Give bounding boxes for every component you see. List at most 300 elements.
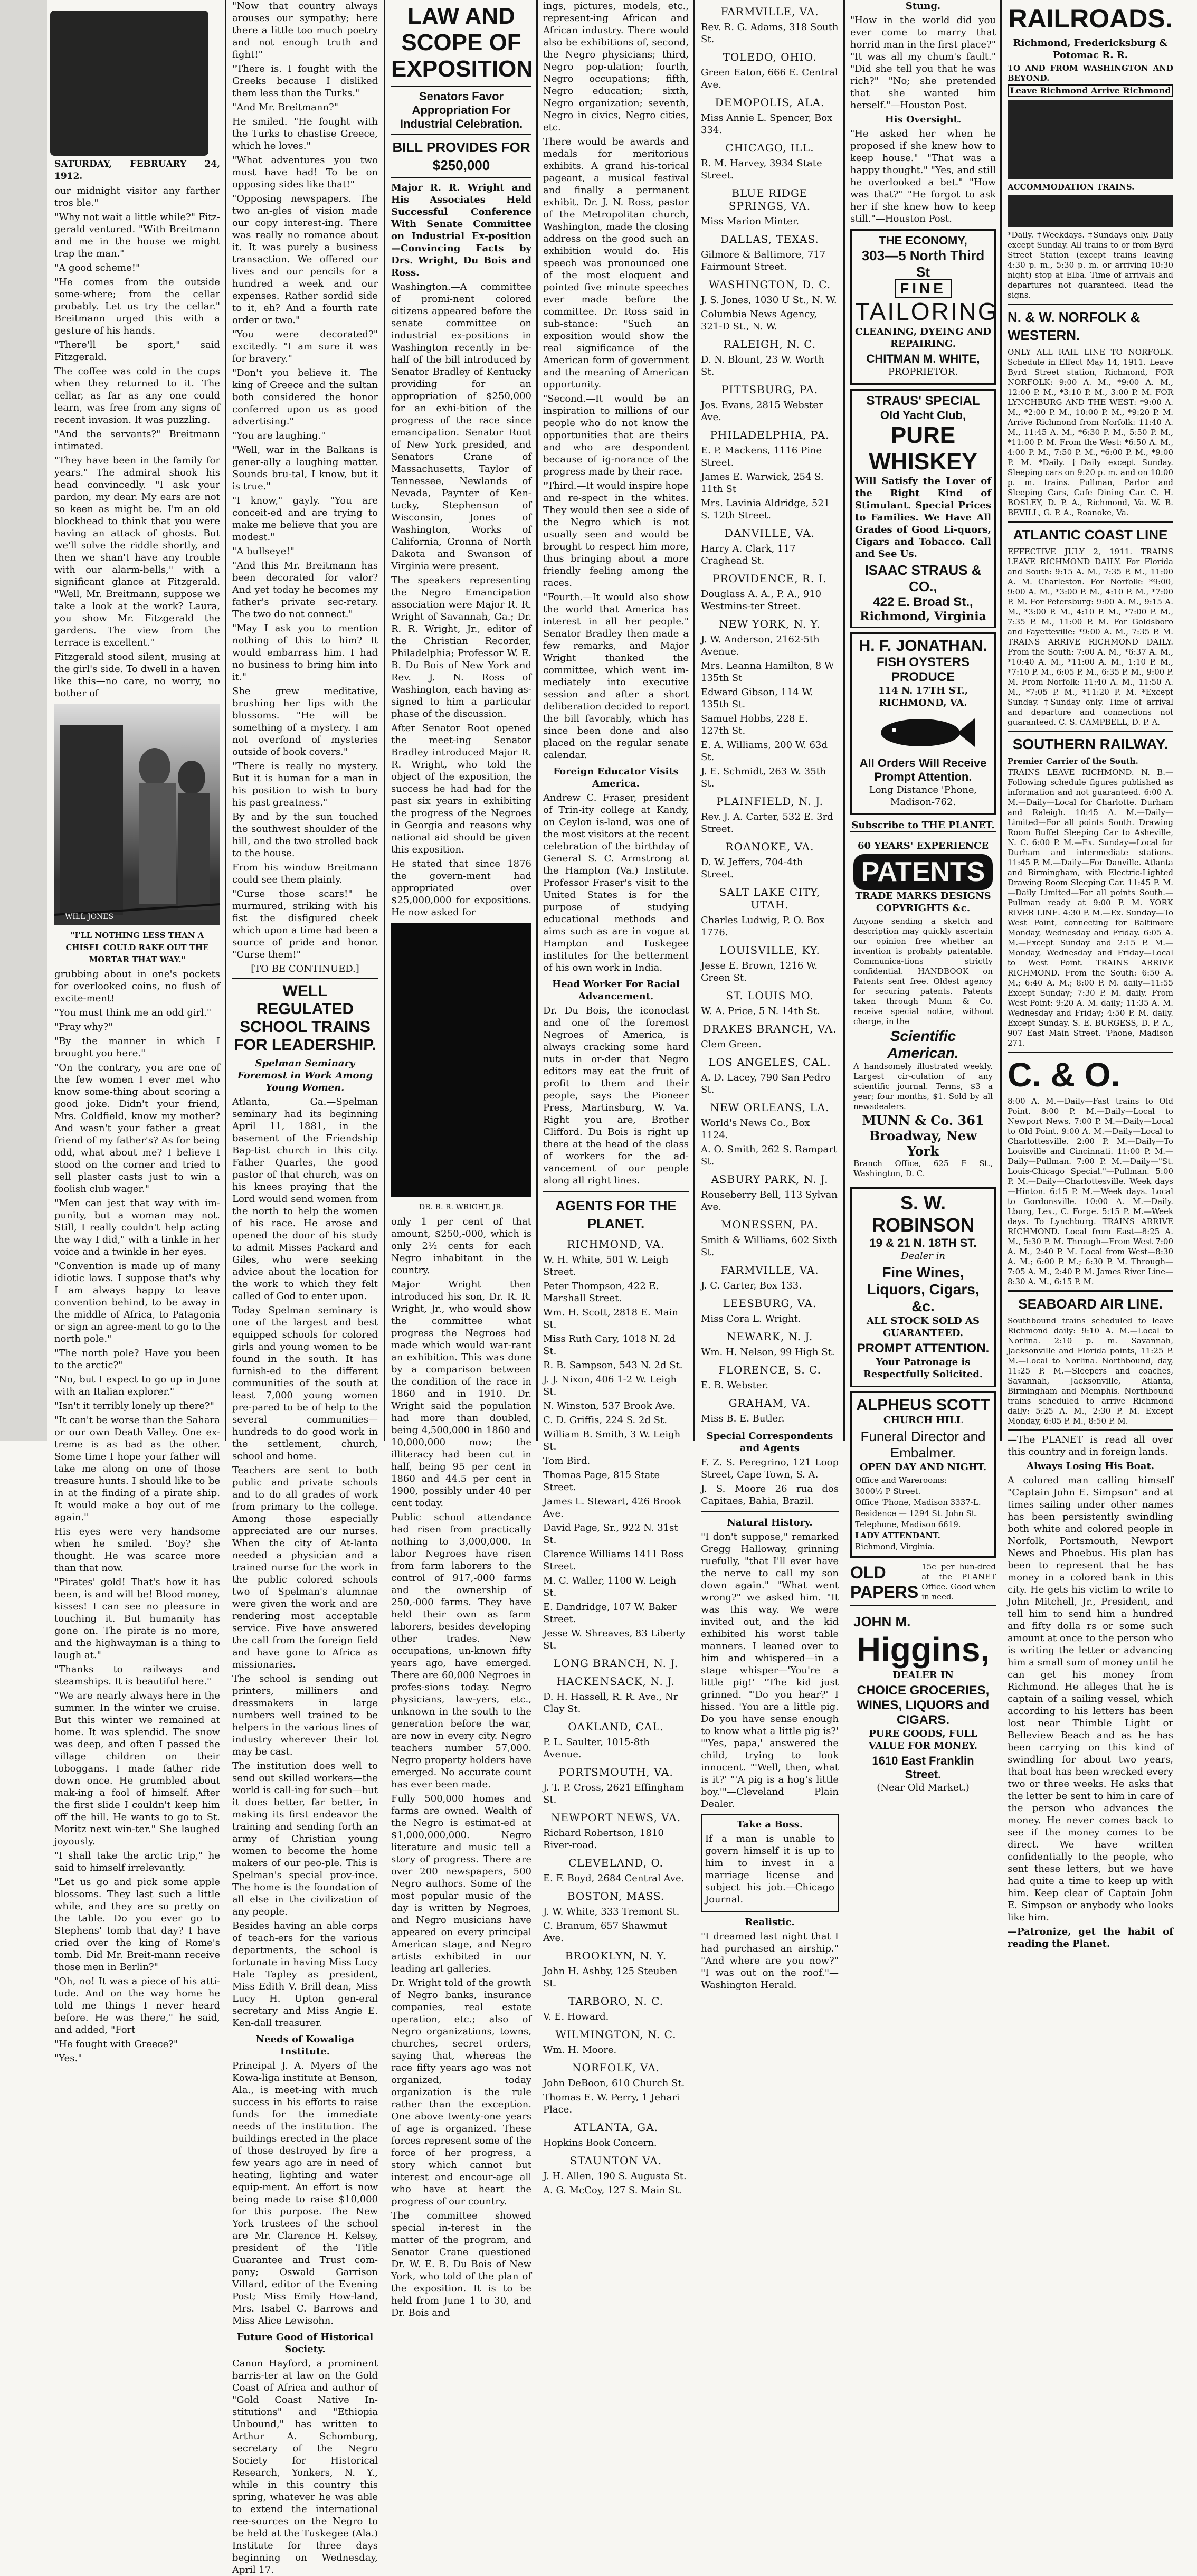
ad-straus — [850, 389, 996, 628]
agent-entry: Jesse W. Shreaves, 83 Liberty St. — [543, 1628, 686, 1651]
paragraph: "I shall take the arctic trip," he said to himself irrelevantly. — [54, 1850, 220, 1873]
special-correspondents — [701, 1456, 839, 1507]
ad-scott — [850, 1391, 996, 1558]
robinson-patronage: Your Patronage is Respectfully Solicited. — [863, 1357, 983, 1380]
paragraph: "What adventures you two must have had! To be on opposing sides like that!" — [232, 155, 378, 190]
paragraph: The school is sending out printers, milliners and dressmakers in large numbers well trained to be helpers in the various lines of industry wherever their lot may be cast. — [232, 1673, 378, 1757]
paragraph: J. S. Moore 26 rua dos Capitaes, Bahia, Brazil. — [701, 1483, 839, 1507]
agent-entry: E. A. Williams, 200 W. 63d St. — [701, 740, 828, 763]
paragraph: He smiled. "He fought with the Turks to chastise Greece, which he loves." — [232, 116, 378, 151]
agent-entry: John H. Ashby, 125 Steuben St. — [543, 1966, 678, 1989]
rr-timetable — [1008, 100, 1173, 179]
sr-schedule: TRAINS LEAVE RICHMOND. N. B.—Following schedule figures published as information and not guaranteed. 6:00 A. M.—Daily—Local for Charlotte. Durham and Raleigh. 10:45 A. M.—Daily—Limited—For all points South. Drawing Room Buffet Sleeping Car to Asheville, N. C. 6:00 P. M.—Ex. Sunday—Local for Durham and intermediate stations. 11:45 P. M.—Daily—For Danville. Atlanta and Birmingham, with Electric-Lighted Drawing Room Sleeping Car. 11:45 P. M.—Daily Limited—For all points South.—Pullman ready at 9:00 P. M. YORK RIVER LINE. 4:30 P. M.—Ex. Sunday—To West Point, connecting for Baltimore Monday, Wednesday and Friday. 6:05 A. M.—Except Sunday and 2:15 P. M.—Monday, Wednesday and Friday—Local to West Point. TRAINS ARRIVE RICHMOND. From the South: 6:50 A. M.; 6:40 A. M.; 8:00 P. M. daily—11:55 Except Sunday; 7:30 P. M. daily. From West Point: 9:20 A. M. daily; 11:35 A. M. Wednesday and Friday; 4:50 P. M. daily. Except Sunday. S. E. BURGESS, D. P. A., 907 East Main Street. 'Phone, Madison 271. — [1008, 768, 1173, 1048]
agent-city: BLUE RIDGE SPRINGS, VA. — [728, 187, 811, 212]
article-exposition — [391, 281, 531, 918]
losing-title: Always Losing His Boat. — [1026, 1461, 1155, 1472]
oversight-text: "He asked her when he proposed if she knew how to keep house." "That was a happy thought." "Yes, and still he overlooked a bet." "How was that?" "He forgot to ask her if she knew how to keep still."—Houston Post. — [850, 128, 996, 224]
paragraph: "There is. I fought with the Greeks because I disliked them less than the Turks." — [232, 63, 378, 99]
jonathan-orders: All Orders Will Receive Prompt Attention. — [859, 756, 987, 783]
accommodation-timetable — [1008, 195, 1173, 227]
agent-entry: E. F. Boyd, 2684 Central Ave. — [543, 1873, 685, 1884]
paragraph: "It can't be worse than the Sahara or our own Death Valley. One ex-treme is as bad as the other. Some time I hope your father will take me along on one of those treasure hunts. I should like to be in at the finding of a pirate ship. It would make a boy out of me again." — [54, 1415, 220, 1523]
straus-address: 422 E. Broad St., — [873, 595, 973, 609]
agent-entry: J. J. Nixon, 406 1-2 W. Leigh St. — [543, 1374, 677, 1397]
agent-entry: Green Eaton, 666 E. Central Ave. — [701, 67, 838, 90]
story-conclusion — [232, 0, 378, 961]
paragraph: Teachers are sent to both public and private schools and to do all grades of work from primary to the college. Among those especially appreciated are our nurses. When the city of At-lanta needed a physician and a trained nurse for the work in the public colored schools two of Spelman's alumnae were given the work and are rendering most acceptable service. Five have answered the call from the foreign field and have gone to Africa as missionaries. — [232, 1465, 378, 1670]
illustration-figures — [54, 704, 220, 925]
economy-tailoring: TAILORING — [855, 298, 999, 325]
patents-scientific-american: Scientific American. — [887, 1028, 959, 1061]
issue-date: SATURDAY, FEBRUARY 24, 1912. — [54, 159, 220, 182]
agents-list-2 — [701, 5, 839, 1425]
patents-years: 60 YEARS' EXPERIENCE — [857, 840, 989, 851]
agent-entry: J. T. P. Cross, 2621 Effingham St. — [543, 1782, 684, 1805]
agent-entry: Miss Marion Minter. — [701, 216, 800, 227]
paragraph: His eyes were very handsome when he smiled. 'Boy? she thought. He was scarce more than that now. — [54, 1526, 220, 1574]
continued-note: [TO BE CONTINUED.] — [251, 963, 359, 974]
column-rule — [1000, 0, 1002, 1441]
agent-entry: N. Winston, 537 Brook Ave. — [543, 1400, 676, 1412]
scott-funeral: Funeral Director and Embalmer. — [860, 1428, 986, 1461]
agent-entry: D. W. Jeffers, 704-4th Street. — [701, 857, 803, 880]
sal-schedule: Southbound trains scheduled to leave Richmond daily: 9:10 A. M.—Local to Norlina. 2:10 p. m. Savannah, Jacksonville and Florida points, 11:25 P. M.—Local to Norlina. Northbound, day, 11:25 P. M.—Sleepers and coaches, Savannah, Jacksonville, Atlanta, Birmingham and Memphis. Northbound trains scheduled to arrive Richmond daily: 5:25 A. M., 2:30 P. M. Except Monday, 6:05 P. M., 8:50 P. M. — [1008, 1316, 1173, 1426]
patents-sa-text: A handsomely illustrated weekly. Largest cir-culation of any scientific journal. Terms, $3 a year; four months, $1. Sold by all newsdealers. — [853, 1062, 993, 1111]
headline-exposition: LAW AND SCOPE OF EXPOSITION — [391, 3, 533, 82]
agent-entry: V. E. Howard. — [543, 2011, 609, 2022]
patents-munn-address: 361 Broadway, New York — [869, 1113, 984, 1159]
article-exposition-2 — [391, 1216, 531, 2319]
agent-city: PHILADELPHIA, PA. — [710, 429, 830, 441]
paragraph: "There'll be sport," said Fitzgerald. — [54, 339, 220, 363]
paragraph: "Why not wait a little while?" Fitz-gerald ventured. "With Breitmann and me in the house we might trap the man." — [54, 212, 220, 259]
paragraph: "I know," gayly. "You are conceit-ed and are trying to make me believe that you are modest." — [232, 495, 378, 543]
agent-entry: Samuel Hobbs, 228 E. 127th St. — [701, 713, 809, 736]
paragraph: After Senator Root opened the meet-ing Senator Bradley introduced Major R. R. Wright, who told the object of the exposition, the success he had had for the past six years in exhibiting the progress of the Negroes in Georgia and reasons why national aid should be given this exposition. — [391, 723, 531, 855]
agent-entry: Thomas Page, 815 State Street. — [543, 1470, 660, 1493]
paragraph: "A bullseye!" — [232, 546, 294, 557]
patents-marks: TRADE MARKS DESIGNS COPYRIGHTS &c. — [855, 891, 991, 914]
agent-city: HACKENSACK, N. J. — [556, 1675, 676, 1688]
portrait-caption: DR. R. R. WRIGHT, JR. — [419, 1203, 504, 1211]
realistic-text: "I dreamed last night that I had purchased an airship." "And where are you now?" "I was out on the roof."—Washington Herald. — [701, 1931, 839, 1991]
agent-city: WILMINGTON, N. C. — [555, 2028, 677, 2041]
paragraph: our midnight visitor any farther tros ble." — [54, 185, 220, 209]
papers-note: 15c per hun-dred at the PLANET Office. Good when in need. — [922, 1562, 996, 1602]
paragraph: "And this Mr. Breitmann has been decorated for valor? And yet today he becomes my father's private sec-retary. The two do not connect." — [232, 560, 378, 620]
subscribe-note: Subscribe to THE PLANET. — [850, 819, 996, 832]
higgins-dealer: DEALER IN — [892, 1670, 954, 1681]
agent-entry: Jos. Evans, 2815 Webster Ave. — [701, 400, 823, 423]
agent-entry: Edward Gibson, 114 W. 135th St. — [701, 687, 813, 710]
higgins-address: 1610 East Franklin Street. — [872, 1754, 974, 1781]
paragraph: The committee showed special in-terest in the matter of the program, and Senator Crane questioned Dr. W. E. B. Du Bois of New York, who told of the plan of the exposition. It is to be held from June 1 to 30, and Dr. Bois and — [391, 2210, 531, 2318]
agent-entry: William B. Smith, 3 W. Leigh St. — [543, 1429, 681, 1452]
higgins-name: Higgins, — [856, 1631, 990, 1669]
robinson-stock: ALL STOCK SOLD AS GUARANTEED. — [866, 1315, 980, 1339]
agent-city: NORFOLK, VA. — [572, 2061, 660, 2074]
agent-city: ASBURY PARK, N. J. — [711, 1173, 829, 1186]
agent-entry: J. W. White, 333 Tremont St. — [543, 1906, 680, 1917]
agent-entry: Jesse E. Brown, 1216 W. Green St. — [701, 960, 818, 983]
acl-title: ATLANTIC COAST LINE — [1013, 527, 1168, 543]
agent-entry: J. H. Allen, 190 S. Augusta St. — [543, 2171, 687, 2182]
column-4 — [539, 0, 693, 2196]
paragraph: Washington.—A committee of promi-nent colored citizens appeared before the senate committee on industrial ex-positions in Washington recently in be-half of the bill introduced by Senator Bradley of Kentucky providing for an appropriation of $250,000 for an exhi-bition of the progress of the race since emancipation. Senator Root of New York presided, and Senators Crane of Massachusetts, Taylor of Tennessee, Newlands of Nevada, Paynter of Ken-tucky, Stephenson of Wisconsin, Jones of Washington, Works of California, Gronna of North Dakota and Swanson of Virginia were present. — [391, 281, 531, 572]
accommodation-title: ACCOMMODATION TRAINS. — [1008, 182, 1135, 192]
paragraph: Principal J. A. Myers of the Kowa-liga institute at Benson, Ala., is meet-ing with much success in his efforts to raise funds for the immediate needs of the institution. The buildings erected in the place of those destroyed by fire a few years ago are in need of heating, lighting and water equip-ment. An effort is now being made to raise $10,000 for this purpose. The New York trustees of the school are Mr. Clarence H. Kelsey, president of the Title Guarantee and Trust com-pany; Oswald Garrison Villard, editor of the Evening Post; Miss Emily How-land, Mrs. Isabel C. Barrows and Miss Alice Lewisohn. — [232, 2060, 378, 2326]
agent-entry: World's News Co., Box 1124. — [701, 1117, 810, 1141]
subhead-kowaliga: Needs of Kowaliga Institute. — [255, 2034, 355, 2057]
agent-city: LOS ANGELES, CAL. — [708, 1056, 831, 1068]
agent-entry: Harry A. Clark, 117 Craghead St. — [701, 543, 796, 566]
scott-city: Richmond, Virginia. — [855, 1542, 935, 1551]
fish-icon — [870, 714, 976, 751]
agent-city: MONESSEN, PA. — [721, 1218, 819, 1231]
agent-entry: Charles Ludwig, P. O. Box 1776. — [701, 915, 825, 938]
ink-blot — [50, 11, 208, 156]
robinson-name: S. W. ROBINSON — [871, 1192, 974, 1236]
scott-office: Office and Warerooms: — [855, 1475, 947, 1485]
economy-proprietor-name: CHITMAN M. WHITE, — [866, 352, 980, 365]
illustrator-signature: WILL JONES — [65, 913, 114, 921]
paragraph: "Pirates' gold! That's how it has been, is and will be! Blood money, kisses! I can see no pleasure in touching it. But humanity has gone on. The pirate is no more, and the highwayman is a thing to laugh at." — [54, 1577, 220, 1661]
economy-title: THE ECONOMY, — [879, 234, 967, 247]
higgins-first-name: JOHN M. — [853, 1614, 911, 1630]
paragraph: "Fourth.—It would also show the world that America has interest in all her people." Senator Bradley then made a few remarks, and Major Wright thanked the committee, which went im-mediately into executive session and after a short deliberation decided to report the bill favorably, which has since been done and also placed on the regular senate calendar. — [543, 592, 689, 761]
paragraph: The institution does well to send out skilled workers—the world is call-ing for such—but it does better, far better, in making its first endeavor the training and sending forth an army of Christian young women to become the home makers of our peo-ple. This is Spelman's special prov-ince. The home is the foundation of all else in the civilization of any people. — [232, 1760, 378, 1917]
rr-leave-head: Leave Richmond — [1010, 86, 1088, 96]
agent-entry: W. H. White, 501 W. Leigh Street. — [543, 1254, 669, 1277]
patents-munn: MUNN & Co. — [862, 1113, 954, 1128]
paragraph: Atlanta, Ga.—Spelman seminary had its beginning April 11, 1881, in the basement of the Friendship Bap-tist church in this city. Father Quarles, the good pastor of that church, was on his knees praying that the Lord would send women from the north to help the women of his race. He arose and opened the door of his study to admit Misses Packard and Giles, who were seeking advice about the location for the work to which they felt called of God to enter upon. — [232, 1096, 378, 1302]
subhead-spelman: Spelman Seminary Foremost in Work Among Young Women. — [237, 1058, 373, 1093]
agent-entry: Thomas E. W. Perry, 1 Jehari Place. — [543, 2092, 680, 2115]
straus-text: Will Satisfy the Lover of the Right Kind of Stimulant. Special Prices to Families. We Have All Grades of Good Li-quors, Cigars and Tobacco. Call and See Us. — [855, 476, 991, 560]
column-rule — [536, 0, 538, 1441]
realistic-title: Realistic. — [745, 1917, 795, 1928]
paragraph: "Curse those scars!" he murmured, striking with his fist the disfigured cheek which upon a time had been a source of pride and honor. "Curse them!" — [232, 888, 378, 960]
paragraph: "By the manner in which I brought you here." — [54, 1036, 220, 1059]
column-7 — [1003, 0, 1177, 1949]
column-3 — [387, 0, 536, 2318]
paragraph: "May I ask you to mention nothing of this to him? It would embarrass him. I had no business to bring him into it." — [232, 623, 378, 683]
losing-text: A colored man calling himself "Captain John E. Simpson" and at times sailing under other names has been persistently swindling both white and colored people in Norfolk, Portsmouth, Newport News and Phoebus. His plan has been to represent that he has money in a colored bank in this city. He gets his victim to write to John Mitchell, Jr., President, and tell him to send him a hundred and fifty dolla rs or some such amount at once to the person who is writing the letter or advancing him a small sum of money until he can get his money from Richmond. He alleges that he is captain of a sailing vessel, which according to his letters has been lost near Thimble Light or Belleview Beach and as he has been carrying on this kind of swindling for about two years, that boat has been wrecked every two or three weeks. He asks that the letter be sent to him in care of the person who advances the money. He never comes back to see if the money comes to be direct. We have written confidentially to the people, who sent these letters, but we have had quite a time to keep up with him. Keep clear of Captain John E. Simpson or anybody who looks like him. — [1008, 1475, 1173, 1923]
jonathan-sub: FISH OYSTERS PRODUCE — [876, 655, 970, 684]
agent-city: PORTSMOUTH, VA. — [558, 1766, 673, 1778]
agent-entry: Tom Bird. — [543, 1455, 591, 1466]
agent-city: OAKLAND, CAL. — [568, 1720, 664, 1733]
paragraph: "And the servants?" Breitmann intimated. — [54, 429, 220, 452]
column-5 — [697, 0, 843, 1991]
rr-arrive-head: Arrive Richmond — [1090, 86, 1171, 96]
straus-title: STRAUS' SPECIAL — [866, 394, 980, 408]
sr-sub: Premier Carrier of the South. — [1008, 756, 1138, 766]
agent-entry: C. Branum, 657 Shawmut Ave. — [543, 1920, 667, 1944]
oversight-title: His Oversight. — [885, 114, 962, 125]
story-illustration — [54, 704, 220, 925]
agent-entry: E. B. Webster. — [701, 1380, 768, 1391]
paragraph: By and by the sun touched the southwest shoulder of the hill, and the two strolled back to the house. — [232, 811, 378, 859]
agent-entry: Mrs. Lavinia Aldridge, 521 S. 12th Street. — [701, 498, 830, 521]
agent-entry: Miss B. E. Butler. — [701, 1413, 785, 1424]
article-exposition-3 — [543, 0, 689, 761]
column-6 — [846, 0, 1000, 1793]
agent-city: TARBORO, N. C. — [568, 1995, 664, 2007]
robinson-dealer: Dealer in — [901, 1251, 945, 1262]
economy-proprietor-role: PROPRIETOR. — [888, 366, 958, 377]
agent-entry: Wm. H. Nelson, 99 High St. — [701, 1347, 835, 1358]
column-1 — [50, 158, 224, 2064]
rf-p-title: Richmond, Fredericksburg & Potomac R. R. — [1013, 37, 1168, 61]
paragraph: "Let us go and pick some apple blossoms. They last such a little while, and they are so pretty on the table. Do you ever go to Stephens' tomb that day? I have cried over the king of Rome's tomb. Did Mr. Breit-mann receive those men in Berlin?" — [54, 1877, 220, 1973]
paragraph: "Third.—It would inspire hope and re-spect in the whites. They would then see a side of the Negro which is not usually seen and would be brought to respect him more, thus bringing about a more friendly feeling among the races. — [543, 480, 689, 589]
agent-entry: Richard Robertson, 1810 River-road. — [543, 1827, 664, 1851]
agent-entry: M. C. Waller, 1100 W. Leigh St. — [543, 1575, 677, 1598]
article-head-worker: Dr. Du Bois, the iconoclast and one of the foremost Negroes of America, is always cracking some hard nuts in or-der that Negro editors may eat the fruit of profit to them and their people, says the Pioneer Press, Martinsburg, W. Va. Right you are, Brother Clifford. Du Bois is right up there at the head of the class of workers for the ad-vancement of our people along all right lines. — [543, 1005, 689, 1186]
rf-p-sub: TO AND FROM WASHINGTON AND BEYOND. — [1008, 63, 1173, 83]
paragraph: "You must think me an odd girl." — [54, 1007, 212, 1018]
agent-city: FLORENCE, S. C. — [718, 1363, 821, 1376]
agent-city: DANVILLE, VA. — [724, 527, 815, 539]
agent-entry: A. O. Smith, 262 S. Rampart St. — [701, 1144, 838, 1167]
economy-address: 303—5 North Third St — [861, 248, 985, 280]
paragraph: There would be awards and medals for meritorious exhibits. A grand his-torical pageant, a musical festival and finally a permanent exhibit. Dr. J. N. Ross, pastor of the Metropolitan church, Washington, made the closing address on the good such an exhibition would do. His speech was pronounced one of the most eloquent and pointed five minute speeches ever made before the committee. Dr. Ross said in sub-stance: "Such an exposition would show the real significance of the American form of government and the meaning of American opportunity. — [543, 136, 689, 390]
agent-city: PITTSBURG, PA. — [721, 383, 819, 396]
sr-title: SOUTHERN RAILWAY. — [1012, 736, 1168, 752]
agent-entry: R. M. Harvey, 3934 State Street. — [701, 158, 822, 181]
agent-city: FARMVILLE, VA. — [720, 1264, 819, 1276]
patents-text: Anyone sending a sketch and description may quickly ascertain our opinion free whether an invention is probably patentable. Communica-tions strictly confidential. HANDBOOK on Patents sent free. Oldest agency for securing patents. Patents taken through Munn & Co. receive special notice, without charge, in the — [853, 916, 993, 1026]
agent-entry: Douglass A. A., P. A., 910 Westmins-ter Street. — [701, 589, 822, 612]
agent-city: SALT LAKE CITY, UTAH. — [719, 886, 821, 911]
boss-box — [701, 1814, 839, 1912]
article-kowaliga — [232, 2060, 378, 2327]
paragraph: only 1 per cent of that amount, $250,-000, which is only 2½ cents for each Negro inhabitant in the country. — [391, 1216, 531, 1276]
stung-title: Stung. — [905, 1, 941, 12]
jonathan-title: H. F. JONATHAN. — [859, 637, 987, 655]
paragraph: "Oh, no! It was a piece of his atti-tude. And on the way home he told me things I never heard before. He was there," he said, and added, "Fort — [54, 1976, 220, 2035]
history-title: Natural History. — [727, 1517, 813, 1528]
boss-text: If a man is unable to govern himself it is up to him to invest in a marriage license and subject his job.—Chicago Journal. — [705, 1833, 834, 1905]
agent-entry: Hopkins Book Concern. — [543, 2137, 657, 2148]
paragraph: "Thanks to railways and steamships. It is beautiful here." — [54, 1664, 220, 1687]
agent-city: LEESBURG, VA. — [723, 1297, 817, 1310]
paragraph: ings, pictures, models, etc., represent-ing African and African industry. There would also be exhibitions of, second, the Negro physicians; third, Negro pop-ulation; fourth, Negro occupations; fifth, Negro education; sixth, Negro organization; seventh, Negro in civics, Negro cities, etc. — [543, 1, 689, 133]
boss-title: Take a Boss. — [736, 1819, 803, 1830]
paragraph: She grew meditative, brushing her lips with the blossoms. "He will be something of a mystery. I am not overfond of mysteries outside of book covers." — [232, 686, 378, 757]
agent-entry: J. W. Anderson, 2162-5th Avenue. — [701, 634, 820, 657]
paragraph: "On the contrary, you are one of the few women I ever met who know some-thing about scoring a good joke. Didn't your friend, Mrs. Coldfield, know my mother? And wasn't your father a great friend of my father's? As for being odd, what about me? I believe I stood on the corner and tried to sell plaster casts just to win a foolish club wager." — [54, 1062, 220, 1195]
agent-city: NEW YORK, N. Y. — [719, 618, 821, 630]
paragraph: "They have been in the family for years." The admiral shook his head convincedly. "I ask your pardon, my dear. My ears are not so keen as might be. I'm an old blockhead to think that you were having an attack of ghosts. But we'll solve the riddle shortly, and then we shan't have any trouble with our alarm-bells," with a significant glance at Fitzgerald. "Well, Mr. Breitmann, suppose we take a look at the work? Laura, you show Mr. Fitzgerald the gardens. The view from the terrace is excellent." — [54, 455, 220, 648]
agent-city: TOLEDO, OHIO. — [723, 51, 817, 63]
paragraph: The coffee was cold in the cups when they returned to it. The cellar, as far as any one could learn, was free from any signs of recent invasion. It was puzzling. — [54, 366, 220, 425]
agent-city: RICHMOND, VA. — [567, 1238, 665, 1251]
agent-city: DEMOPOLIS, ALA. — [715, 96, 825, 109]
agent-city: FARMVILLE, VA. — [720, 5, 819, 18]
subhead-bill: BILL PROVIDES FOR $250,000 — [392, 139, 530, 173]
economy-fine: FINE — [896, 280, 951, 297]
paragraph: "Men can jest that way with im-punity, but a woman may not. Still, I really couldn't help acting the way I did," with a tinkle in her voice and a twinkle in her eyes. — [54, 1198, 220, 1257]
rr-note: *Daily. †Weekdays. ‡Sundays only. Daily except Sunday. All trains to or from Byrd Street Station (except trains leaving 4:30 p. m., 5:30 p. m. or arriving 10:30 night) stop at Elba. Time of arrivals and departures not guaranteed. Read the signs. — [1008, 230, 1173, 300]
paragraph: "The north pole? Have you been to the arctic?" — [54, 1348, 220, 1371]
agent-entry: Miss Cora L. Wright. — [701, 1313, 801, 1324]
agent-city: NEWPORT NEWS, VA. — [550, 1811, 681, 1824]
stung-text: "How in the world did you ever come to marry that horrid man in the first place?" "It was all my chum's fault." "Did she tell you that he was rich?" "No; she pretended that she wanted him herself."—Houston Post. — [850, 15, 996, 111]
page-edge-shadow — [0, 0, 48, 1441]
agent-city: DRAKES BRANCH, VA. — [702, 1022, 837, 1035]
higgins-pure: PURE GOODS, FULL VALUE FOR MONEY. — [868, 1728, 978, 1751]
subhead-senators: Senators Favor Appropriation For Industrial Celebration. — [400, 90, 523, 130]
paragraph: Fitzgerald stood silent, musing at the girl's side. To dwell in a haven like this—no care, no worry, no bother of — [54, 651, 220, 699]
deck-wright: Major R. R. Wright and His Associates Held Successful Conference With Senate Committee on Industrial Ex-position—Convincing Facts by Drs. Wright, Du Bois and Ross. — [391, 182, 531, 278]
paragraph: "Yes." — [54, 2053, 82, 2064]
column-2 — [228, 0, 382, 2575]
higgins-phone: (Near Old Market.) — [877, 1782, 970, 1793]
acl-schedule: EFFECTIVE JULY 2, 1911. TRAINS LEAVE RICHMOND DAILY. For Florida and South: 9:15 A. M., 7:35 P. M., 11:00 A. M. Charleston. For Norfolk: *9:00, 9:00 A. M., *3:00 P. M., 4:10 P. M., *7:00 P. M. For Petersburg: 9:00 A. M., 9:15 A. M., *3:00 P. M., 4:10 P. M., *7:00 P. M., 7:35 P. M., 11:00 P. M. For Goldsboro and Fayetteville: *9:00 A. M., 7:35 P. M. TRAINS ARRIVE RICHMOND DAILY. From the South: 7:00 A. M., *6:37 A. M., *10:40 A. M., *11:00 A. M., 1:10 P. M., *7:10 P. M., 6:05 P. M., 6:35 P. M., 9:00 P. M. From Norfolk: 11:40 A. M., 11:50 A. M., *7:05 P. M., *11:20 P. M. *Except Sunday. †Sunday only. Time of arrival and departure and connections not guaranteed. C. S. CAMPBELL, D. P. A. — [1008, 547, 1173, 727]
paragraph: "Well, war in the Balkans is gener-ally a laughing matter. Sounds bru-tal, I know, but it is true." — [232, 444, 378, 492]
agent-entry: James E. Warwick, 254 S. 11th St — [701, 471, 824, 495]
paragraph: "Pray why?" — [54, 1021, 113, 1033]
agent-city: ROANOKE, VA. — [725, 840, 814, 853]
agent-city: DALLAS, TEXAS. — [720, 233, 819, 245]
paragraph: Besides having an able corps of teach-ers for the various departments, the school is fortunate in having Miss Lucy Hale Tapley as president, Miss Edith V. Brill dean, Miss Lucy H. Upton gen-eral secretary and Miss Angie E. Ken-dall treasurer. — [232, 1920, 378, 2029]
paragraph: "A good scheme!" — [54, 262, 140, 273]
agent-city: BROOKLYN, N. Y. — [565, 1949, 667, 1962]
agent-entry: Columbia News Agency, 321-D St., N. W. — [701, 309, 817, 332]
paragraph: "Opposing newspapers. The two an-gles of vision made our copy interest-ing. There was really no romance about it. It was purely a business transaction. We offered our lives and our pencils for a hundred a week and our expenses. Rather sordid side to it, eh? And a fourth rate order or two." — [232, 193, 378, 326]
paragraph: Canon Hayford, a prominent barris-ter at law on the Gold Coast of Africa and author of "Gold Coast Native In-stitutions" and "Ethiopia Unbound," has written to Arthur A. Schomburg, secretary of the Negro Society for Historical Research, Yonkers, N. Y., while in this country this spring, whatever he was able to extend the international ree-sources on the Negro to be held at the Tuskegee (Ala.) Institute for three days beginning on Wednesday, April 17. — [232, 2358, 378, 2575]
agent-city: WASHINGTON, D. C. — [708, 278, 831, 291]
agent-entry: W. A. Price, 5 N. 14th St. — [701, 1006, 820, 1017]
special-correspondents-title: Special Correspondents and Agents — [706, 1431, 833, 1454]
article-historical — [232, 2357, 378, 2576]
portrait-wright — [391, 923, 531, 1197]
patents-title: PATENTS — [853, 854, 993, 890]
agent-city: NEW ORLEANS, LA. — [710, 1101, 830, 1114]
bottom-note: —Patronize, get the habit of reading the Planet. — [1008, 1926, 1173, 1949]
agent-entry: Mrs. Leanna Hamilton, 8 W 135th St — [701, 660, 834, 684]
paragraph: The speakers representing the Negro Emancipation association were Major R. R. Wright of Savannah, Ga.; Dr. R. R. Wright, Jr., editor of the Christian Recorder, Philadelphia; Professor W. E. B. Du Bois of New York and Rev. J. N. Ross of Washington, each having as-signed to him a particular phase of the discussion. — [391, 575, 531, 719]
subhead-educator: Foreign Educator Visits America. — [553, 766, 679, 789]
paragraph: "He comes from the outside some-where; from the cellar probably. Let us try the cellar." Breitmann urged this with a gesture of his hands. — [54, 277, 220, 336]
agent-entry: Miss Ruth Cary, 1018 N. 2d St. — [543, 1333, 676, 1357]
illustration-caption: "I'LL NOTHING LESS THAN A CHISEL COULD RAKE OUT THE MORTAR THAT WAY." — [65, 931, 209, 964]
paragraph: Major Wright then introduced his son, Dr. R. R. Wright, Jr., who would show the committee what progress the Negroes had made which would war-rant an exhibition. This was done by a comparison between the condition of the race in 1860 and in 1910. Dr. Wright said the population had more than doubled, being 4,500,000 in 1860 and 10,000,000 now; the illiteracy had been cut in half, being 95 per cent in 1860 and 44.5 per cent in 1900, possibly under 40 per cent today. — [391, 1279, 531, 1509]
paragraph: "Don't you believe it. The king of Greece and the sultan both considered the honor conferred upon us as good advertising." — [232, 367, 378, 427]
agent-city: PLAINFIELD, N. J. — [716, 795, 824, 808]
headline-spelman: WELL REGULATED SCHOOL TRAINS FOR LEADERSHIP. — [234, 982, 376, 1054]
story-continued — [54, 185, 220, 699]
co-title: C. & O. — [1008, 1056, 1120, 1094]
agent-city: GRAHAM, VA. — [728, 1397, 811, 1409]
agents-title: AGENTS FOR THE PLANET. — [555, 1198, 677, 1232]
agent-entry: Clarence Williams 1411 Ross Street. — [543, 1549, 683, 1572]
patents-branch: Branch Office, 625 F St., Washington, D. C. — [853, 1159, 993, 1178]
papers-title: OLD PAPERS — [850, 1563, 919, 1602]
straus-sub: Old Yacht Club, — [880, 409, 966, 422]
scott-name: ALPHEUS SCOTT — [856, 1396, 990, 1414]
ad-economy — [850, 229, 999, 385]
agent-entry: Smith & Williams, 602 Sixth St. — [701, 1235, 838, 1258]
paragraph: Public school attendance had risen from practically nothing to 3,000,000. In labor Negroes have risen from farm laborers to the control of 917,-000 farms and the ownership of 250,-000 farms. They have held their own as farm laborers, besides developing other trades. New occupations, un-known fifty years ago, have emerged. There are 60,000 Negroes in profes-sions today. Negro physicians, law-yers, etc., unknown in the south to the generation before the war, are now in every city. Negro teachers number 57,000. Negro property holders have emerged. No accurate count has ever been made. — [391, 1512, 531, 1790]
column-rule — [694, 0, 695, 1441]
paragraph: "We are nearly always here in the summer. In the winter we cruise. But this winter we remained at home. It was splendid. The snow was deep, and often I passed the village children on their toboggans. I made father ride down once. He grumbled about mak-ing a fool of himself. After the first slide I couldn't keep him off the hill. He wants to go to St. Moritz next win-ter." She laughed joyously. — [54, 1690, 220, 1847]
paragraph: Dr. Wright told of the growth of Negro banks, insurance companies, real estate operation, etc.; also of Negro organizations, towns, churches, secret orders, saying that, whereas the race fifty years ago was not organized, today organization is the rule rather than the exception. One above twenty-one years of age is organized. These forces represent some of the force of her progress, a story which cannot but interest and encour-age all who have at heart the progress of our country. — [391, 1977, 531, 2207]
scott-lady: LADY ATTENDANT. — [855, 1531, 940, 1540]
paragraph: "He fought with Greece?" — [54, 2039, 178, 2050]
sal-title: SEABOARD AIR LINE. — [1018, 1296, 1163, 1312]
paragraph: Fully 500,000 homes and farms are owned. Wealth of the Negro is estimat-ed at $1,000,000,000. Negro literature and music tell a story of progress. There are over 200 newspapers, 500 Negro authors. Some of the most popular music of the day is written by Negroes, and Negro musicians have appeared on every principal American stage, and Negro artists exhibited in our leading art galleries. — [391, 1793, 531, 1974]
column-rule — [225, 0, 226, 1441]
higgins-goods: CHOICE GROCERIES, WINES, LIQUORS and CIGARS. — [857, 1683, 990, 1727]
agent-entry: Gilmore & Baltimore, 717 Fairmount Street. — [701, 249, 826, 272]
paragraph: "Isn't it terribly lonely up there?" — [54, 1400, 214, 1412]
agent-entry: Rev. R. G. Adams, 318 South St. — [701, 22, 839, 45]
agent-entry: J. C. Carter, Box 133. — [701, 1280, 802, 1291]
subhead-historical: Future Good of Historical Society. — [236, 2332, 374, 2355]
straus-state: Virginia — [934, 610, 986, 623]
agent-city: CHICAGO, ILL. — [725, 141, 814, 154]
ad-patents — [850, 837, 996, 1183]
agent-entry: D. N. Blount, 23 W. Worth St. — [701, 354, 824, 377]
paragraph: "And Mr. Breitmann?" — [232, 102, 339, 113]
agent-entry: Rev. J. A. Carter, 532 E. 3rd Street. — [701, 811, 833, 835]
column-rule — [843, 0, 845, 1441]
paragraph: "Now that country always arouses our sympathy; here there a little too much poetry and not enough truth and fight!" — [232, 1, 378, 60]
agent-city: CLEVELAND, O. — [568, 1857, 664, 1869]
agent-city: RALEIGH, N. C. — [723, 338, 816, 351]
paragraph: From his window Breitmann could see them plainly. — [232, 862, 378, 885]
railroads-title: RAILROADS. — [1008, 4, 1173, 33]
paragraph: "You are laughing." — [232, 430, 326, 441]
agent-city: NEWARK, N. J. — [726, 1330, 813, 1343]
agent-city: LONG BRANCH, N. J. — [553, 1657, 679, 1670]
agent-entry: Wm. H. Moore. — [543, 2044, 617, 2056]
robinson-address: 19 & 21 N. 18TH ST. — [869, 1236, 977, 1249]
agent-city: PROVIDENCE, R. I. — [712, 572, 827, 585]
scott-office-address: 3000½ P Street. — [855, 1486, 921, 1496]
scott-church: CHURCH HILL — [883, 1415, 963, 1426]
paragraph: "You were decorated?" excitedly. "I am sure it was for bravery." — [232, 329, 378, 364]
agent-entry: David Page, Sr., 922 N. 31st St. — [543, 1522, 678, 1546]
straus-pure-whiskey: PURE WHISKEY — [869, 422, 977, 475]
agent-entry: P. L. Saulter, 1015-8th Avenue. — [543, 1737, 650, 1760]
agents-list — [543, 1238, 689, 2196]
agent-entry: D. H. Hassell, R. R. Ave., Nr Clay St. — [543, 1691, 678, 1715]
agent-entry: Rouseberry Bell, 113 Sylvan Ave. — [701, 1189, 838, 1213]
agent-entry: Peter Thompson, 422 E. Marshall Street. — [543, 1281, 659, 1304]
scott-open: OPEN DAY AND NIGHT. — [859, 1462, 987, 1473]
robinson-prompt: PROMPT ATTENTION. — [857, 1341, 990, 1356]
agent-city: ST. LOUIS MO. — [726, 989, 814, 1002]
paragraph: grubbing about in one's pockets for overlooked coins, no flush of excite-ment! — [54, 969, 220, 1004]
agent-entry: Wm. H. Scott, 2818 E. Main St. — [543, 1307, 678, 1330]
paragraph: "There is really no mystery. But it is human for a man in his position to wish to bury his past greatness." — [232, 761, 378, 808]
nw-title: N. & W. NORFOLK & WESTERN. — [1008, 309, 1141, 343]
paragraph: Today Spelman seminary is one of the largest and best equipped schools for colored girls and young women to be found in the south. It has furnish-ed to the different communities of the south at least 7,000 young women pre-pared to be of help to the several communities—hundreds to do good work in the settlement, church, school and home. — [232, 1305, 378, 1462]
scott-office-phone: Office 'Phone, Madison 3337-L. — [855, 1498, 981, 1507]
scott-residence-phone: Telephone, Madison 6619. — [855, 1520, 961, 1529]
paragraph: "No, but I expect to go up in June with an Italian explorer." — [54, 1374, 220, 1397]
column-rule — [384, 0, 385, 1441]
agent-city: STAUNTON VA. — [569, 2154, 662, 2167]
agent-entry: A. G. McCoy, 127 S. Main St. — [543, 2185, 682, 2196]
paragraph: F. Z. S. Peregrino, 121 Loop Street, Cape Town, S. A. — [701, 1457, 839, 1480]
paragraph: "Second.—It would be an inspiration to millions of our people who do not know the opportunities that are theirs and who are despondent because of ig-norance of the progress made by their race. — [543, 393, 689, 477]
agent-entry: E. Dandridge, 107 W. Baker Street. — [543, 1602, 677, 1625]
